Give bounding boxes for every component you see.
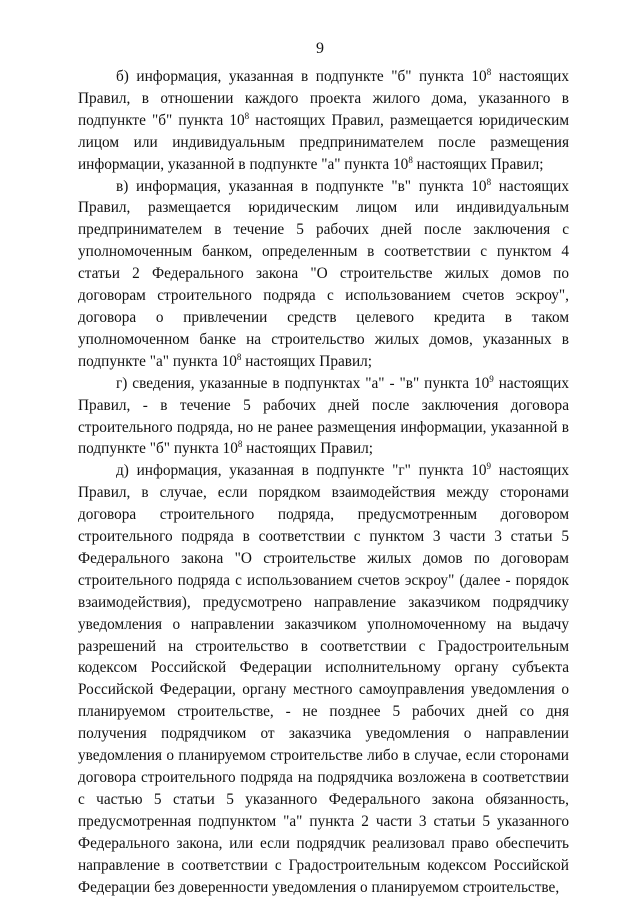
- superscript-reference: 8: [486, 176, 492, 187]
- superscript-reference: 8: [408, 154, 413, 165]
- paragraph-v: в) информация, указанная в подпункте "в" пункта $10^8$ настоящих Правил, размещается юридическим лицом или индивидуальным предпринимателем в течение 5 рабочих дней после заключения с уполномоченным банком, определенным в соответствии с пунктом 4 статьи 2 Федерального закона "О строительстве жилых домов по договорам строительного подряда с использованием счетов эскроу", договора о привлечении средств целевого кредита в таком уполномоченном банке на строительство жилых домов, указанных в подпункте "а" пункта $10^8$ настоящих Правил;: [78, 176, 569, 370]
- superscript-reference: 9: [486, 461, 492, 472]
- paragraph-g: г) сведения, указанные в подпунктах "а" - "в" пункта $10^9$ настоящих Правил, - в течение 5 рабочих дней после заключения договора строительного подряда, но не ранее размещения информации, указанной в подпункте "б" пункта $10^8$ настоящих Правил;: [78, 373, 569, 458]
- superscript-reference: 8: [236, 351, 242, 362]
- document-body: [78, 66, 569, 898]
- superscript-reference: 8: [237, 439, 243, 450]
- page-number: 9: [316, 40, 324, 57]
- paragraph-d: д) информация, указанная в подпункте "г" пункта $10^9$ настоящих Правил, в случае, если порядком взаимодействия между сторонами договора строительного подряда, предусмотренным договором строительного подряда в соответствии с пунктом 3 части 3 статьи 5 Федерального закона "О строительстве жилых домов по договорам строительного подряда с использованием счетов эскроу" (далее - порядок взаимодействия), предусмотрено направление заказчиком подрядчику уведомления о направлении заказчиком уполномоченному на выдачу разрешений на строительство в соответствии с Градостроительным кодексом Российской Федерации исполнительному органу субъекта Российской Федерации, органу местного самоуправления уведомления о планируемом строительстве, - не позднее 5 рабочих дней со дня получения подрядчиком от заказчика уведомления о направлении уведомления о планируемом строительстве либо в случае, если сторонами договора строительного подряда на подрядчика возложена в соответствии с частью 5 статьи 5 указанного Федерального закона обязанность, предусмотренная подпунктом "а" пункта 2 части 3 статьи 5 указанного Федерального закона, или если подрядчик реализовал право обеспечить направление в соответствии с Градостроительным кодексом Российской Федерации без доверенности уведомления о планируемом строительстве,: [78, 461, 569, 896]
- superscript-reference: 9: [489, 373, 494, 384]
- paragraph-b: б) информация, указанная в подпункте "б" пункта $10^8$ настоящих Правил, в отношении каждого проекта жилого дома, указанного в подпункте "б" пункта $10^8$ настоящих Правил, размещается юридическим лицом или индивидуальным предпринимателем после размещения информации, указанной в подпункте "а" пункта $10^8$ настоящих Правил;: [78, 66, 570, 173]
- superscript-reference: 8: [486, 66, 492, 77]
- superscript-reference: 8: [244, 110, 250, 121]
